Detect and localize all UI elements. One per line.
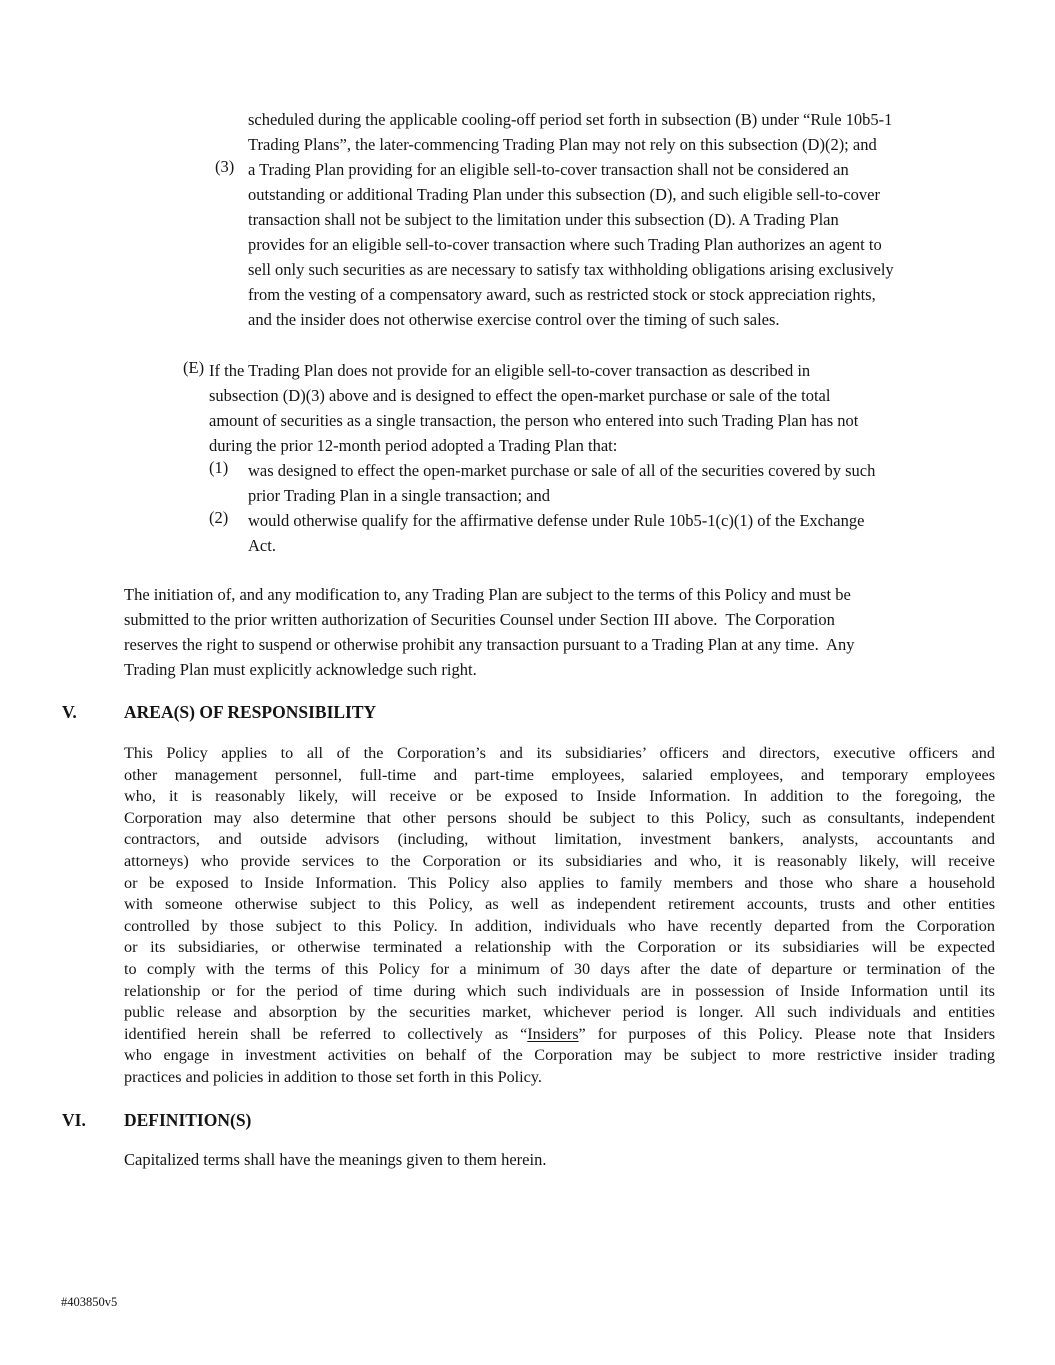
text-line: This Policy applies to all of the Corporation’s and its subsidiaries’ officers and directors, executive officers and [124, 744, 995, 762]
subsection-e-text [209, 358, 1009, 458]
list-item-text [248, 508, 1013, 558]
section-v-heading [62, 700, 376, 724]
section-vi-title: DEFINITION(S) [124, 1110, 252, 1130]
text-line: or be exposed to Inside Information. This Policy also applies to family members and those who share a household [124, 873, 995, 892]
section-vi-numeral: VI. [62, 1110, 86, 1130]
text-line: If the Trading Plan does not provide for an eligible sell-to-cover transaction as described in [209, 361, 811, 380]
text-line: provides for an eligible sell-to-cover transaction where such Trading Plan authorizes an agent to [248, 235, 882, 254]
text-line: sell only such securities as are necessary to satisfy tax withholding obligations arising exclusively [248, 260, 894, 279]
text-line: Act. [248, 536, 276, 555]
text-line: prior Trading Plan in a single transaction; and [248, 486, 551, 505]
text-line: who, it is reasonably likely, will receive or be exposed to Inside Information. In addition to the foregoing, the [124, 787, 995, 806]
text-line: attorneys) who provide services to the Corporation or its subsidiaries and who, it is reasonably likely, will receive [124, 851, 995, 870]
list-item-3-marker: (3) [215, 157, 235, 176]
text-part: identified herein shall be referred to collectively as “ [124, 1024, 528, 1043]
text-line: relationship or for the period of time during which such individuals are in possession of Inside Information until its [124, 981, 995, 1000]
text-line: contractors, and outside advisors (including, without limitation, investment bankers, analysts, accountants and [124, 830, 995, 849]
section-v-numeral: V. [62, 702, 77, 722]
subsection-e-marker: (E) [183, 358, 205, 377]
text-line: was designed to effect the open-market purchase or sale of all of the securities covered by such [248, 461, 876, 480]
trading-plan-initiation-paragraph [124, 582, 1009, 682]
text-line: during the prior 12-month period adopted a Trading Plan that: [209, 436, 618, 455]
section-vi-heading [62, 1108, 251, 1132]
list-item-2-continuation [248, 107, 1018, 157]
text-line: transaction shall not be subject to the limitation under this subsection (D). A Trading Plan [248, 210, 839, 229]
text-line: Trading Plans”, the later-commencing Trading Plan may not rely on this subsection (D)(2); and [248, 135, 877, 154]
document-number-footer: #403850v5 [61, 1295, 118, 1309]
section-v-title: AREA(S) OF RESPONSIBILITY [124, 702, 377, 722]
list-item-text [248, 107, 1018, 157]
text-line: Corporation may also determine that other persons should be subject to this Policy, such as consultants, independent [124, 808, 995, 827]
text-line: Trading Plan must explicitly acknowledge such right. [124, 660, 477, 679]
text-line: subsection (D)(3) above and is designed to effect the open-market purchase or sale of the total [209, 386, 831, 405]
text-line: amount of securities as a single transaction, the person who entered into such Trading Plan has not [209, 411, 859, 430]
text-line: outstanding or additional Trading Plan under this subsection (D), and such eligible sell-to-cover [248, 185, 880, 204]
text-line: who engage in investment activities on behalf of the Corporation may be subject to more restrictive insider trading [124, 1046, 995, 1065]
list-item-1 [209, 458, 1013, 508]
text-line: or its subsidiaries, or otherwise terminated a relationship with the Corporation or its subsidiaries will be expected [124, 938, 995, 957]
text-line: The initiation of, and any modification to, any Trading Plan are subject to the terms of this Policy and must be [124, 585, 851, 604]
text-line: practices and policies in addition to those set forth in this Policy. [124, 1067, 542, 1086]
text-line: scheduled during the applicable cooling-off period set forth in subsection (B) under “Rule 10b5-1 [248, 110, 893, 129]
text-line: would otherwise qualify for the affirmative defense under Rule 10b5-1(c)(1) of the Exchange [248, 511, 865, 530]
list-item-text [248, 458, 1013, 508]
text-line: with someone otherwise subject to this Policy, as well as independent retirement accounts, trusts and other entities [124, 895, 995, 914]
text-line: a Trading Plan providing for an eligible sell-to-cover transaction shall not be considered an [248, 160, 849, 179]
text-part: ” for purposes of this Policy. Please note that Insiders [578, 1024, 995, 1043]
area-of-responsibility-paragraph [124, 743, 995, 1089]
list-item-2 [209, 508, 1013, 558]
subsection-d-list [215, 107, 1018, 332]
text-line: public release and absorption by the securities market, whichever period is longer. All such individuals and entities [124, 1003, 995, 1022]
text-line [124, 1024, 995, 1046]
underlined-term: Insiders [527, 1024, 579, 1043]
subsection-e-sublist [209, 458, 1013, 558]
text-line: and the insider does not otherwise exercise control over the timing of such sales. [248, 310, 780, 329]
list-item-text [248, 157, 1018, 332]
subsection-e-lead [183, 358, 1009, 458]
list-item-2-marker: (2) [209, 508, 229, 527]
text-line: other management personnel, full-time and part-time employees, salaried employees, and temporary employees [124, 765, 995, 784]
text-line: controlled by those subject to this Policy. In addition, individuals who have recently departed from the Corporation [124, 916, 995, 935]
definitions-paragraph [124, 1147, 1004, 1172]
text-line: Capitalized terms shall have the meanings given to them herein. [124, 1150, 547, 1169]
subsection-e [183, 358, 1009, 558]
text-line: submitted to the prior written authorization of Securities Counsel under Section III above. The Corporation [124, 610, 835, 629]
text-line: to comply with the terms of this Policy for a minimum of 30 days after the date of departure or termination of the [124, 959, 995, 978]
text-line: from the vesting of a compensatory award, such as restricted stock or stock appreciation rights, [248, 285, 876, 304]
list-item-1-marker: (1) [209, 458, 229, 477]
list-item-3 [215, 157, 1018, 332]
text-line: reserves the right to suspend or otherwise prohibit any transaction pursuant to a Trading Plan at any time. Any [124, 635, 855, 654]
